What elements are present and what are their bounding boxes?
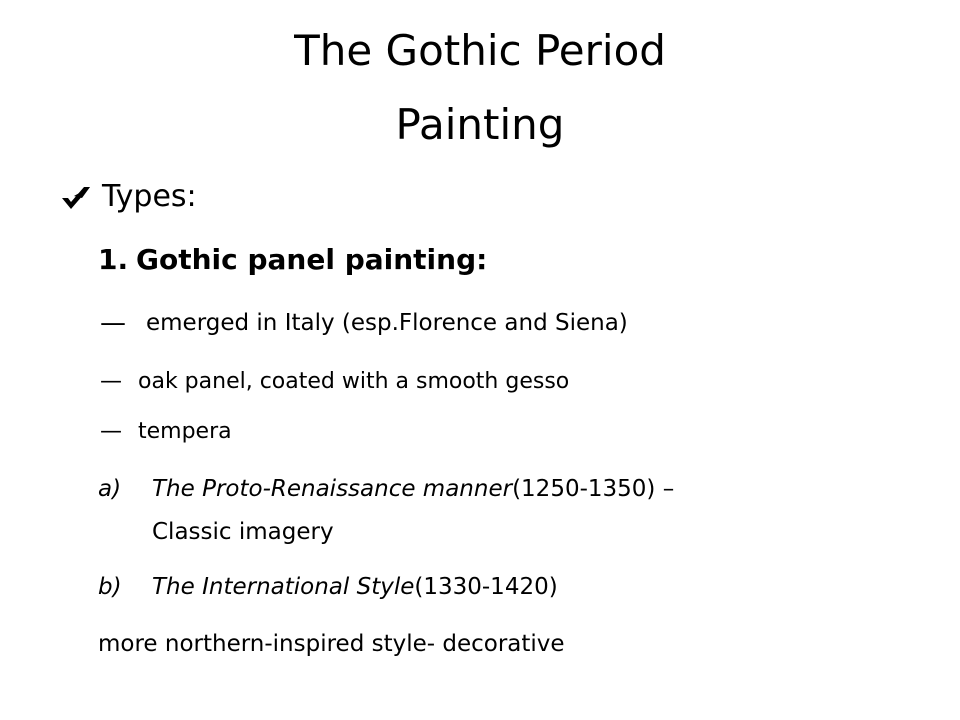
lettered-item-a-title: The Proto-Renaissance manner xyxy=(152,476,513,502)
closing-line: more northern-inspired style- decorative xyxy=(98,631,565,657)
lettered-item-a-text xyxy=(152,478,674,501)
lettered-item-a-marker: a) xyxy=(98,476,122,502)
bullet-types: Types: xyxy=(102,179,197,214)
checkmark-arrow-icon xyxy=(60,184,94,212)
dash-item-1-text: emerged in Italy (esp.Florence and Siena) xyxy=(146,310,628,336)
numbered-item-text: Gothic panel painting: xyxy=(136,243,488,276)
lettered-item-b-marker: b) xyxy=(98,574,122,600)
dash-item-2-text: oak panel, coated with a smooth gesso xyxy=(138,369,570,394)
lettered-item-a-dates: (1250-1350) – xyxy=(512,476,675,502)
slide-title-line-2: Painting xyxy=(395,100,565,149)
slide-title-line-1: The Gothic Period xyxy=(294,26,666,75)
dash-item-3-text: tempera xyxy=(138,419,232,444)
lettered-item-b-title: The International Style xyxy=(152,574,415,600)
lettered-item-a-continuation: Classic imagery xyxy=(152,519,334,545)
lettered-item-b-text xyxy=(152,576,558,599)
dash-item-2-marker: — xyxy=(100,369,122,394)
dash-item-1-marker: — xyxy=(100,308,126,338)
numbered-item-number: 1. xyxy=(98,243,129,276)
lettered-item-b-dates: (1330-1420) xyxy=(414,574,558,600)
dash-item-3-marker: — xyxy=(100,419,122,444)
